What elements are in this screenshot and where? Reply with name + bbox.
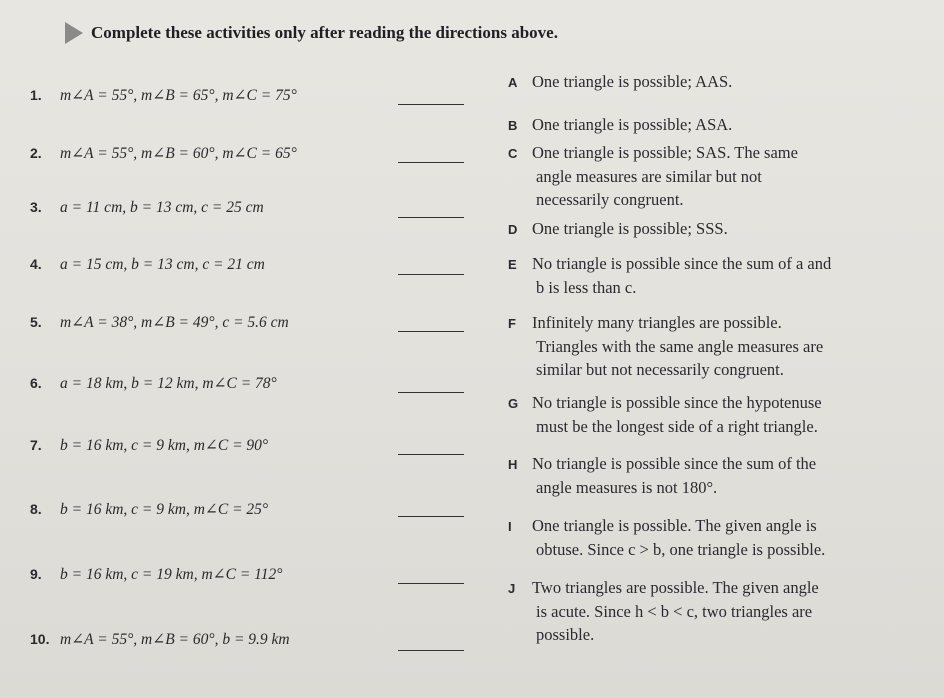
- question-number: 3.: [30, 199, 42, 215]
- answer-blank-7[interactable]: [398, 454, 464, 455]
- question-4: [30, 256, 470, 274]
- option-letter: F: [508, 316, 516, 331]
- option-letter: B: [508, 118, 518, 133]
- question-number: 5.: [30, 314, 42, 330]
- option-c: [508, 141, 933, 211]
- option-text: No triangle is possible since the sum of a and: [532, 254, 832, 273]
- question-text: m∠A = 55°, m∠B = 60°, b = 9.9 km: [60, 631, 290, 648]
- question-10: [30, 630, 470, 649]
- question-text: b = 16 km, c = 9 km, m∠C = 25°: [60, 501, 269, 518]
- option-text: Triangles with the same angle measures are: [536, 337, 824, 356]
- question-2: [30, 144, 470, 163]
- instructions-title: Complete these activities only after reading the directions above.: [91, 23, 558, 42]
- option-text: One triangle is possible; AAS.: [532, 72, 733, 91]
- question-1: [30, 86, 470, 105]
- option-text: No triangle is possible since the hypotenuse: [532, 393, 822, 412]
- question-text: a = 11 cm, b = 13 cm, c = 25 cm: [60, 199, 264, 216]
- question-6: [30, 374, 470, 393]
- option-f: [508, 311, 933, 381]
- answer-blank-3[interactable]: [398, 217, 464, 218]
- question-text: m∠A = 55°, m∠B = 65°, m∠C = 75°: [60, 87, 297, 104]
- question-number: 1.: [30, 87, 42, 103]
- question-text: b = 16 km, c = 19 km, m∠C = 112°: [60, 566, 283, 583]
- answer-blank-10[interactable]: [398, 650, 464, 651]
- option-text: possible.: [536, 625, 595, 644]
- option-letter: J: [508, 581, 516, 596]
- instructions-header: [65, 22, 558, 44]
- question-text: b = 16 km, c = 9 km, m∠C = 90°: [60, 437, 269, 454]
- question-3: [30, 199, 470, 217]
- option-letter: H: [508, 457, 518, 472]
- question-text: a = 15 cm, b = 13 cm, c = 21 cm: [60, 256, 265, 273]
- answer-blank-4[interactable]: [398, 274, 464, 275]
- question-text: m∠A = 38°, m∠B = 49°, c = 5.6 cm: [60, 314, 289, 331]
- question-number: 8.: [30, 501, 42, 517]
- option-text: necessarily congruent.: [536, 190, 684, 209]
- option-letter: A: [508, 75, 518, 90]
- question-number: 6.: [30, 375, 42, 391]
- option-text: angle measures is not 180°.: [536, 478, 718, 497]
- question-text: m∠A = 55°, m∠B = 60°, m∠C = 65°: [60, 145, 297, 162]
- option-text: is acute. Since h < b < c, two triangles are: [536, 602, 813, 621]
- option-j: [508, 576, 933, 646]
- question-9: [30, 565, 470, 584]
- option-text: b is less than c.: [536, 278, 637, 297]
- question-number: 10.: [30, 631, 50, 647]
- option-d: [508, 217, 933, 241]
- option-text: No triangle is possible since the sum of the: [532, 454, 817, 473]
- option-text: obtuse. Since c > b, one triangle is possible.: [536, 540, 826, 559]
- answer-blank-9[interactable]: [398, 583, 464, 584]
- question-number: 2.: [30, 145, 42, 161]
- option-letter: C: [508, 146, 518, 161]
- answer-blank-1[interactable]: [398, 104, 464, 105]
- option-h: [508, 452, 933, 499]
- option-e: [508, 252, 933, 299]
- option-text: Two triangles are possible. The given angle: [532, 578, 819, 597]
- question-number: 9.: [30, 566, 42, 582]
- answer-blank-8[interactable]: [398, 516, 464, 517]
- question-text: a = 18 km, b = 12 km, m∠C = 78°: [60, 375, 277, 392]
- option-letter: I: [508, 519, 512, 534]
- option-text: One triangle is possible; SAS. The same: [532, 143, 798, 162]
- option-text: must be the longest side of a right triangle.: [536, 417, 818, 436]
- option-a: [508, 70, 933, 94]
- answer-blank-2[interactable]: [398, 162, 464, 163]
- question-5: [30, 313, 470, 332]
- triangle-bullet-icon: [65, 22, 83, 44]
- answer-blank-6[interactable]: [398, 392, 464, 393]
- option-letter: G: [508, 396, 519, 411]
- option-text: Infinitely many triangles are possible.: [532, 313, 782, 332]
- option-i: [508, 514, 933, 561]
- answer-blank-5[interactable]: [398, 331, 464, 332]
- option-text: similar but not necessarily congruent.: [536, 360, 784, 379]
- option-letter: E: [508, 257, 517, 272]
- question-7: [30, 436, 470, 455]
- option-b: [508, 113, 933, 137]
- question-number: 7.: [30, 437, 42, 453]
- option-text: One triangle is possible; ASA.: [532, 115, 733, 134]
- option-g: [508, 391, 933, 438]
- option-letter: D: [508, 222, 518, 237]
- option-text: One triangle is possible. The given angle is: [532, 516, 817, 535]
- option-text: angle measures are similar but not: [536, 167, 762, 186]
- question-number: 4.: [30, 256, 42, 272]
- option-text: One triangle is possible; SSS.: [532, 219, 728, 238]
